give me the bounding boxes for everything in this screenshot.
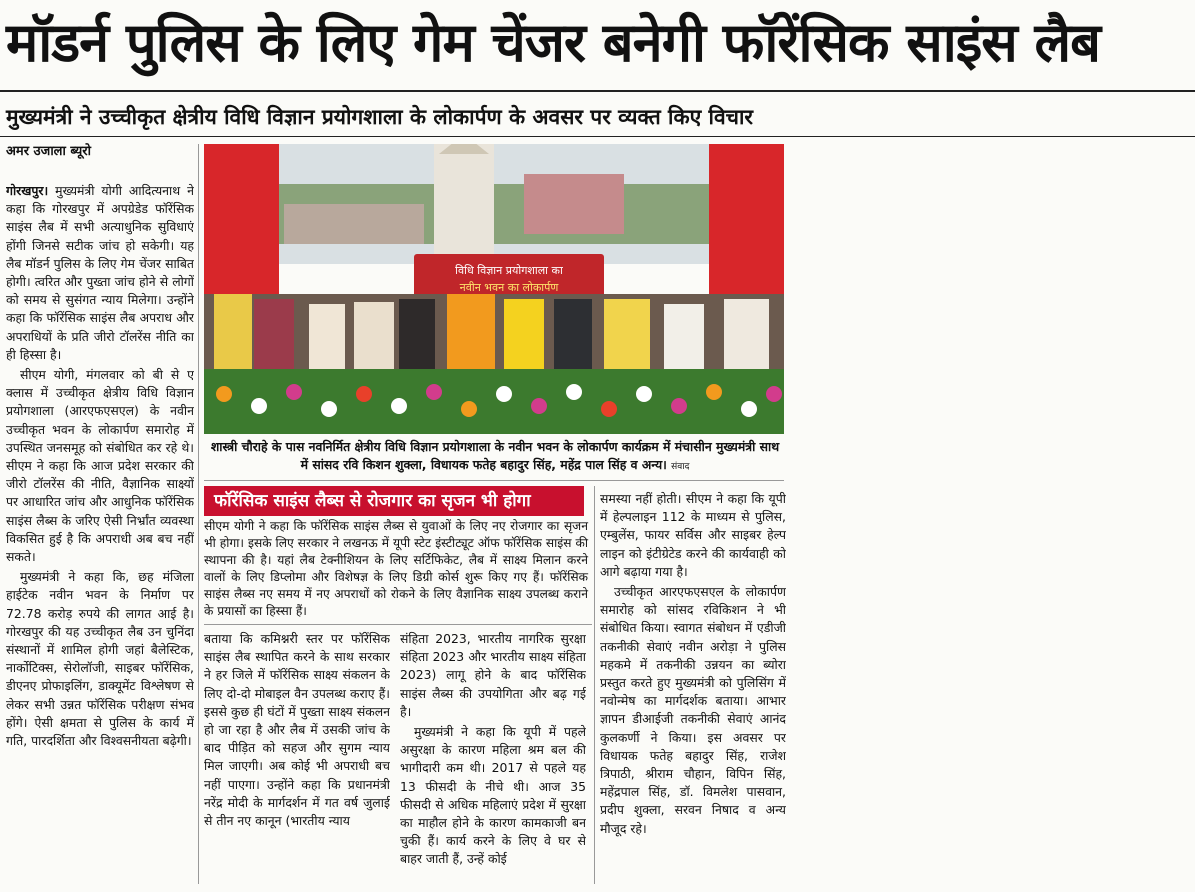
col1-paragraph-2: सीएम योगी, मंगलवार को बी से ए क्लास में उच्चीकृत क्षेत्रीय विधि विज्ञान प्रयोगशाला (आरएफएसएल) के नवीन उच्चीकृत भवन के लोकार्पण समारोह में उपस्थित जनसमूह को संबोधित कर रहे थे। सीएम ने कहा कि आज प्रदेश सरकार की जीरो टॉलरेंस की नीति, वैज्ञानिक साक्ष्यों पर आधारित जांच और आधुनिक फॉरेंसिक साइंस लैब्स के जरिए ऐसी निर्भ्रांत व्यवस्था विकसित हुई है कि अपराधी अब बच नहीं सकते।: [6, 367, 194, 565]
column-3: [400, 630, 586, 882]
col1-paragraph-1: [6, 182, 194, 364]
column-divider: [198, 144, 199, 884]
headline: मॉडर्न पुलिस के लिए गेम चेंजर बनेगी फॉरेंसिक साइंस लैब: [6, 11, 1100, 74]
caption-credit: संवाद: [671, 462, 690, 472]
headline-rule: [0, 90, 1195, 92]
box-rule: [204, 624, 592, 625]
column-1: [6, 182, 194, 882]
subheadline-rule: [0, 136, 1195, 137]
box-title: फॉरेंसिक साइंस लैब्स से रोजगार का सृजन भी होगा: [204, 486, 584, 516]
caption-text: शास्त्री चौराहे के पास नवनिर्मित क्षेत्रीय विधि विज्ञान प्रयोगशाला के नवीन भवन के लोकार्पण कार्यक्रम में मंचासीन मुख्यमंत्री साथ में सांसद रवि किशन शुक्ला, विधायक फतेह बहादुर सिंह, महेंद्र पाल सिंह व अन्य।: [210, 439, 780, 472]
col3-paragraph-2: मुख्यमंत्री ने कहा कि यूपी में पहले असुरक्षा के कारण महिला श्रम बल की भागीदारी कम थी। 2017 से पहले यह 13 फीसदी के नीचे थी। आज 35 फीसदी से अधिक महिलाएं प्रदेश में सुरक्षा का माहौल होने के कारण कामकाजी बन चुकी हैं। कार्य करने के लिए वे घर से बाहर जाती हैं, उन्हें कोई: [400, 724, 586, 867]
caption-rule: [204, 480, 784, 481]
photo-caption: [206, 438, 784, 476]
dateline: गोरखपुर।: [6, 183, 49, 198]
col2-paragraph-1: बताया कि कमिश्नरी स्तर पर फॉरेंसिक साइंस लैब स्थापित करने के साथ सरकार ने हर जिले में फॉरेंसिक साक्ष्य संकलन के लिए दो-दो मोबाइल वैन उपलब्ध कराए हैं। इससे कुछ ही घंटों में पुख्ता साक्ष्य संकलन हो जा रहा है और लैब में उसकी जांच के बाद पीड़ित को सहज और सुगम न्याय मिल जाएगी। अब कोई भी अपराधी बच नहीं पाएगा। उन्होंने कहा कि प्रधानमंत्री नरेंद्र मोदी के मार्गदर्शन में गत वर्ष जुलाई से तीन नए कानून (भारतीय न्याय: [204, 631, 390, 829]
banner-text-2: नवीन भवन का लोकार्पण: [459, 281, 559, 294]
col4-paragraph-1: समस्या नहीं होती। सीएम ने कहा कि यूपी में हेल्पलाइन 112 के माध्यम से पुलिस, एम्बुलेंस, फायर सर्विस और साइबर हेल्प लाइन को इंटीग्रेटेड करने की कार्यवाही को आगे बढ़ाया गया है।: [600, 491, 786, 579]
column-4: [600, 490, 786, 882]
col4-paragraph-2: उच्चीकृत आरएफएसएल के लोकार्पण समारोह को सांसद रविकिशन ने भी संबोधित किया। स्वागत संबोधन में एडीजी तकनीकी सेवाएं नवीन अरोड़ा ने पुलिस महकमे में तकनीकी उन्नयन का ब्योरा प्रस्तुत करते हुए मुख्यमंत्री को पुलिसिंग में नवोन्मेष का मार्गदर्शक बताया। आभार ज्ञापन डीआईजी तकनीकी सेवाएं आनंद कुलकर्णी ने किया। इस अवसर पर विधायक फतेह बहादुर सिंह, राजेश त्रिपाठी, श्रीराम चौहान, विपिन सिंह, महेंद्रपाल सिंह, डॉ. विमलेश पासवान, प्रदीप शुक्ला, सरवन निषाद व अन्य मौजूद रहे।: [600, 584, 786, 836]
col1-paragraph-3: मुख्यमंत्री ने कहा कि, छह मंजिला हाईटेक नवीन भवन के निर्माण पर 72.78 करोड़ रुपये की लागत आई है। गोरखपुर की यह उच्चीकृत लैब उन चुनिंदा संस्थानों में शामिल होगी जहां बैलेस्टिक, नार्कोटिक्स, सेरोलॉजी, साइबर फॉरेंसिक, डीएनए प्रोफाइलिंग, डाक्यूमेंट विश्लेषण से लेकर सभी उन्नत फॉरेंसिक परीक्षण संभव होंगे। ऐसी क्षमता से पुलिस के कार्य में गति, पारदर्शिता और विश्वसनीयता बढ़ेगी।: [6, 569, 194, 749]
column-2: [204, 630, 390, 882]
col3-paragraph-1: संहिता 2023, भारतीय नागरिक सुरक्षा संहिता 2023 और भारतीय साक्ष्य संहिता 2023) लागू होने के बाद फॉरेंसिक साइंस लैब्स की उपयोगिता और बढ़ गई है।: [400, 631, 586, 719]
event-photo: [204, 144, 784, 434]
byline: अमर उजाला ब्यूरो: [6, 144, 91, 159]
banner-text-1: विधि विज्ञान प्रयोगशाला का: [455, 264, 563, 277]
subheadline: मुख्यमंत्री ने उच्चीकृत क्षेत्रीय विधि विज्ञान प्रयोगशाला के लोकार्पण के अवसर पर व्यक्त किए विचार: [6, 105, 753, 129]
box-text: सीएम योगी ने कहा कि फॉरेंसिक साइंस लैब्स से युवाओं के लिए नए रोजगार का सृजन भी होगा। इसके लिए सरकार ने लखनऊ में यूपी स्टेट इंस्टीट्यूट ऑफ फॉरेंसिक साइंस की स्थापना की है। यहां लैब टेक्नीशियन के लिए सर्टिफिकेट, लैब में साक्ष्य मिलान करने वालों के लिए डिप्लोमा और विशेषज्ञ के लिए डिग्री कोर्स शुरू किए गए हैं। फॉरेंसिक साइंस लैब्स नए समय में नए अपराधों को रोकने के लिए वैज्ञानिक साक्ष्य उपलब्ध कराने के प्रयासों का हिस्सा हैं।: [204, 519, 588, 618]
column-divider-right: [594, 486, 595, 884]
event-photo-illustration: [204, 144, 784, 434]
col1-p1-text: मुख्यमंत्री योगी आदित्यनाथ ने कहा कि गोरखपुर में अपग्रेडेड फॉरेंसिक साइंस लैब में सभी अत्याधुनिक सुविधाएं होंगी जिनसे सटीक जांच हो सकेगी। यह लैब मॉडर्न पुलिस के लिए गेम चेंजर साबित होगी। त्वरित और पुख्ता जांच होने से लोगों को समय से सुसंगत न्याय मिलेगा। उन्होंने कहा कि फॉरेंसिक साइंस लैब अपराध और अपराधियों के प्रति जीरो टॉलरेंस नीति का ही हिस्सा है।: [6, 183, 194, 362]
